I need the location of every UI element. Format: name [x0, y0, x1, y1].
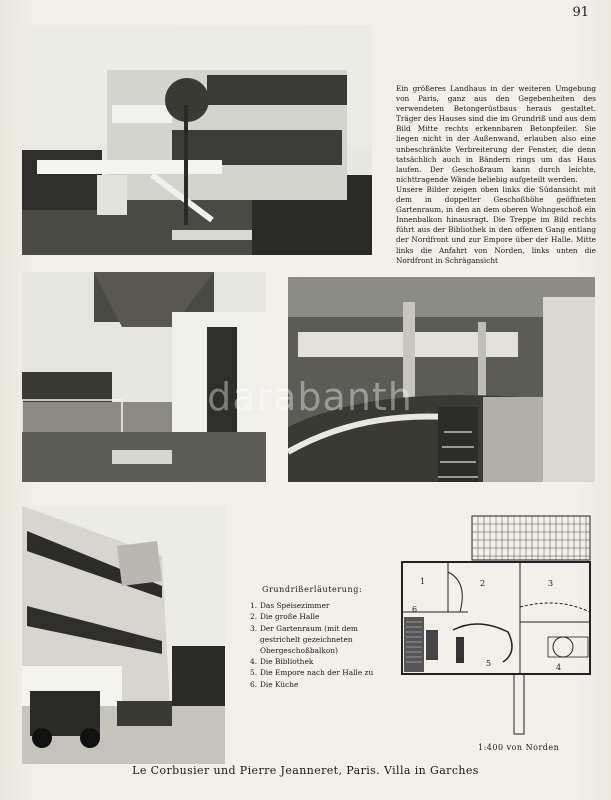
legend-item: 5. Die Empore nach der Halle zu: [250, 668, 374, 678]
plan-label-3: 3: [548, 579, 554, 588]
legend-item: 4. Die Bibliothek: [250, 657, 314, 667]
photo-north-approach: [22, 272, 266, 482]
description-paragraph-1: Ein größeres Landhaus in der weiteren Umgebung von Paris, ganz aus den Gegebenheiten des verwendeten Betongerüstbaus heraus gestaltet. Träger des Hauses sind die im Grundriß und aus dem Bild Mitte rechts erkennbaren Betonpfeiler. Sie liegen nicht in der Außenwand, erlauben also eine unbeschränkte Verbreiterung der Fenster, die denn tatsächlich auch in Bändern rings um das Haus laufen. Der Geschoßraum kann durch leichte, nichttragende Wände beliebig aufgeteilt werden.: [396, 84, 596, 184]
plan-label-1: 1: [420, 577, 426, 586]
description-paragraph-2: Unsere Bilder zeigen oben links die Südansicht mit dem in doppelter Geschoßhöhe geöffneten Gartenraum, in den an dem oberen Wohngeschoß ein Innenbalkon hinausragt. Die Treppe im Bild rechts führt aus der Bibliothek in den offenen Gang entlang der Nordfront und zur Empore über der Halle. Mitte links die Anfahrt von Norden, links unten die Nordfront in Schrägansicht: [396, 184, 596, 265]
floor-plan-legend: [250, 584, 400, 690]
photo-interior-stairs: [288, 277, 595, 482]
legend-item: 1. Das Speisezimmer: [250, 601, 330, 611]
plan-label-6: 6: [412, 605, 418, 614]
legend-item: 3. Der Gartenraum (mit dem gestrichelt gezeichneten Obergeschoßbalkon): [250, 623, 358, 656]
legend-title: Grundrißerläuterung:: [262, 585, 363, 594]
plan-label-2: 2: [480, 579, 486, 588]
legend-item: 2. Die große Halle: [250, 612, 320, 622]
page-number: 91: [572, 5, 589, 20]
plan-scale: 1:400 von Norden: [478, 743, 560, 752]
page-caption: Le Corbusier und Pierre Jeanneret, Paris. Villa in Garches: [132, 764, 479, 777]
description-text: [396, 84, 596, 266]
legend-list: [250, 600, 400, 690]
legend-item: 6. Die Küche: [250, 679, 299, 689]
floor-plan: [398, 512, 594, 737]
plan-label-4: 4: [556, 663, 562, 672]
plan-label-5: 5: [486, 659, 492, 668]
photo-north-facade: [22, 506, 225, 764]
photo-south-view: [22, 25, 372, 255]
watermark: darabanth: [207, 375, 413, 419]
